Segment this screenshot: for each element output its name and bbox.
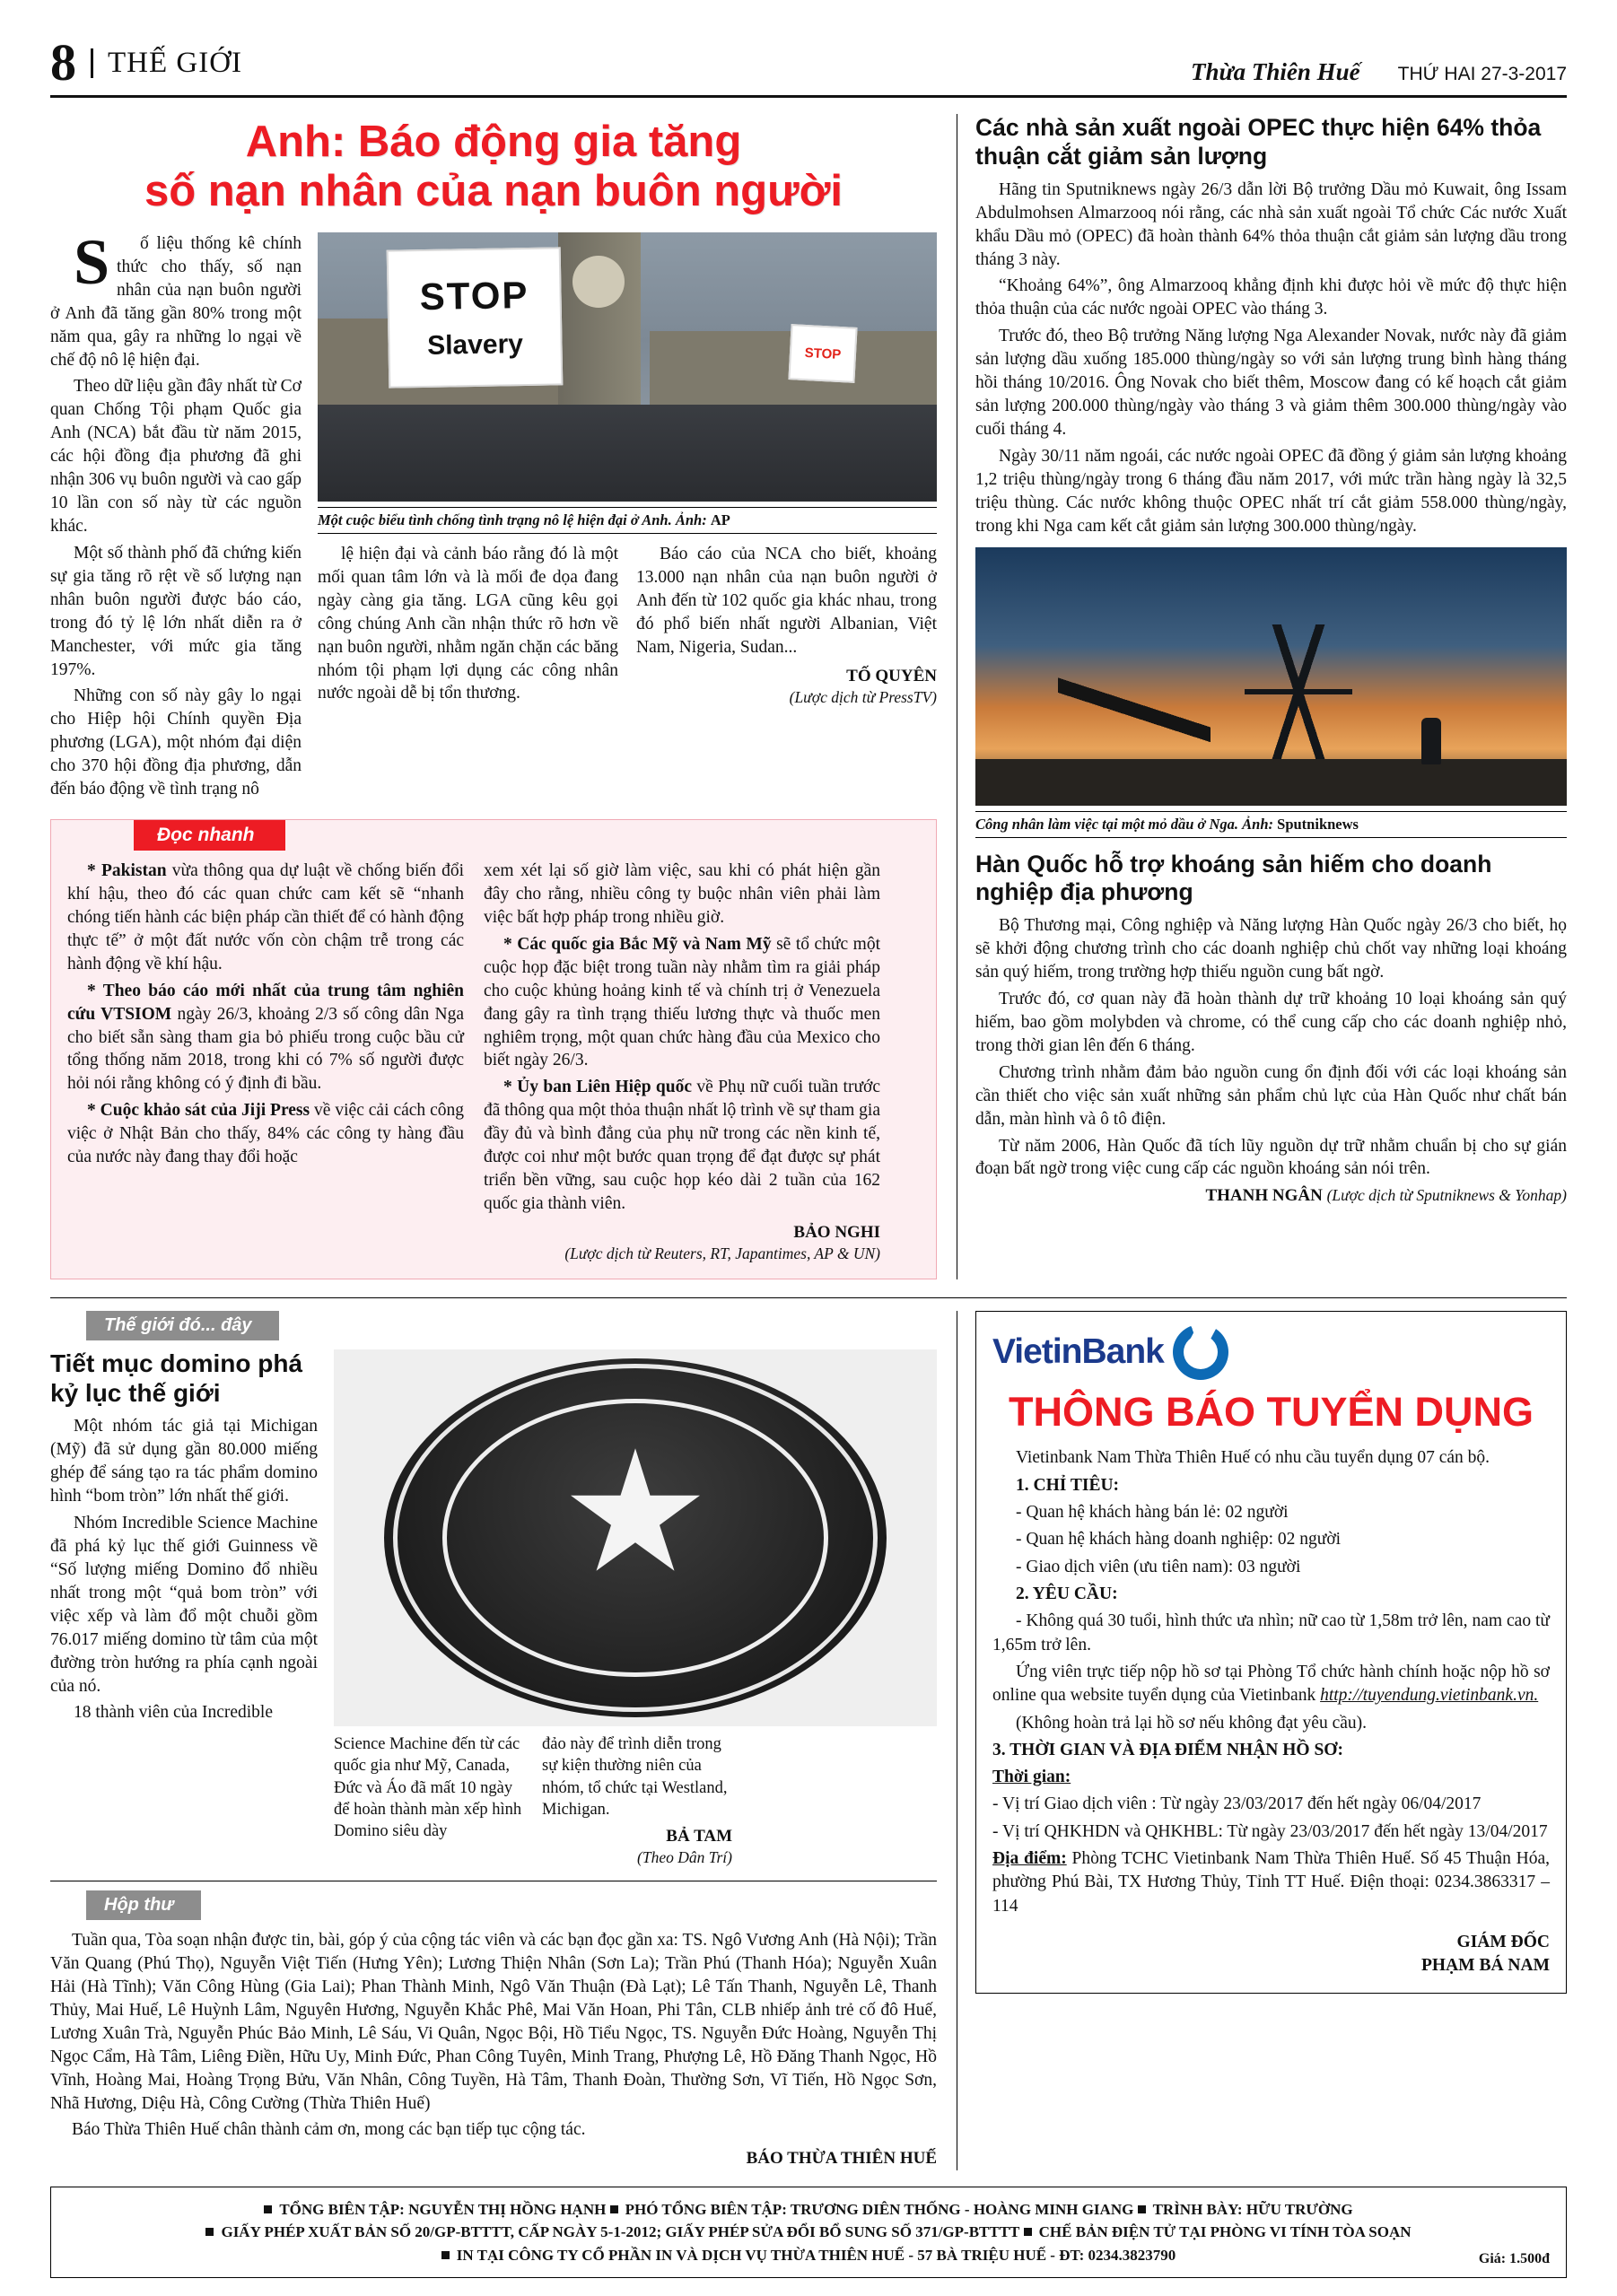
placard-slavery-text: Slavery: [426, 329, 524, 361]
lead-col-1: [50, 225, 302, 805]
recruitment-ad: [975, 1311, 1567, 1993]
item-text: xem xét lại số giờ làm việc, sau khi có phát hiện gần đây cho rằng, nhiều công ty buộc nhân viên phải làm việc bất hợp pháp trong nhiều giờ.: [484, 861, 880, 927]
bullet-square-icon: [610, 2205, 618, 2213]
opec-paragraph: Hãng tin Sputniknews ngày 26/3 dẫn lời Bộ trưởng Dầu mỏ Kuwait, ông Issam Abdulmohsen Almarzooq nói rằng, các nhà sản xuất ngoài Tổ chức Các nước Xuất khẩu Dầu mỏ (OPEC) đã hoàn thành 64% thỏa thuận cắt giảm sản lượng dầu trong tháng 3 này.: [975, 179, 1567, 269]
byline-author: THANH NGÂN: [1205, 1186, 1323, 1206]
korea-paragraph: Trước đó, cơ quan này đã hoàn thành dự trữ khoảng 10 loại khoáng sản quý hiếm, bao gồm molybden và chrome, có thể cung cấp cho các doanh nghiệp nhỏ, trong thời gian lên đến 6 tháng.: [975, 989, 1567, 1055]
byline-author: TỐ QUYÊN: [846, 666, 937, 685]
masthead: [50, 33, 1567, 98]
footer-line-1: [67, 2198, 1550, 2222]
paper-name: Thừa Thiên Huế: [1190, 58, 1360, 86]
footer-printer: IN TẠI CÔNG TY CỔ PHẦN IN VÀ DỊCH VỤ THỪA THIÊN HUẾ - 57 BÀ TRIỆU HUẾ - ĐT: 0234.3823790: [456, 2246, 1176, 2264]
ad-place-label: Địa điểm:: [992, 1849, 1067, 1869]
opec-body: [975, 179, 1567, 538]
korea-byline: [975, 1186, 1567, 1206]
mailbox-closing: Báo Thừa Thiên Huế chân thành cảm ơn, mong các bạn tiếp tục cộng tác.: [72, 2120, 586, 2140]
vietinbank-logo: [992, 1324, 1550, 1380]
main-grid: [50, 114, 1567, 1279]
korea-body: [975, 914, 1567, 1181]
quick-read-item: [484, 933, 880, 1073]
domino-caption-2-text: đảo này để trình diễn trong sự kiện thường niên của nhóm, tổ chức tại Westland, Michigan.: [542, 1735, 728, 1819]
opec-headline: Các nhà sản xuất ngoài OPEC thực hiện 64% thỏa thuận cắt giảm sản lượng: [975, 114, 1542, 170]
footer-layout-label: TRÌNH BÀY:: [1152, 2200, 1243, 2218]
vietinbank-mark-icon: [1173, 1324, 1228, 1380]
lead-headline-line2: số nạn nhân của nạn buôn người: [144, 167, 843, 216]
opec-paragraph: “Khoảng 64%”, ông Almarzooq khẳng định khi được hỏi về mức độ thực hiện thỏa thuận của các nước ngoài OPEC vào tháng 3.: [975, 276, 1567, 319]
world-here-text-column: [50, 1349, 318, 1868]
domino-paragraph: 18 thành viên của Incredible: [74, 1703, 273, 1723]
page-number: 8: [50, 33, 76, 92]
bullet-square-icon: [441, 2251, 450, 2259]
masthead-right: [1191, 58, 1567, 86]
footer-license: GIẤY PHÉP XUẤT BẢN SỐ 20/GP-BTTTT, CẤP NGÀY 5-1-2012; GIẤY PHÉP SỬA ĐỔI BỔ SUNG SỐ 371/GP-BTTTT: [221, 2223, 1020, 2241]
derrick-shape: [1245, 624, 1352, 759]
quick-read-item: [67, 1099, 464, 1169]
ad-section-1-item: - Quan hệ khách hàng doanh nghiệp: 02 người: [1016, 1530, 1342, 1550]
domino-paragraph: Một nhóm tác giả tại Michigan (Mỹ) đã sử dụng gần 80.000 miếng ghép để sáng tạo ra tác phẩm domino hình “bom tròn” lớn nhất thế giới.: [50, 1417, 318, 1506]
item-lead: * Theo báo cáo mới nhất của trung tâm nghiên cứu VTSIOM: [67, 981, 464, 1024]
domino-byline: [542, 1826, 732, 1868]
ad-intro: Vietinbank Nam Thừa Thiên Huế có nhu cầu tuyển dụng 07 cán bộ.: [1016, 1448, 1490, 1468]
left-column: [50, 114, 957, 1279]
world-here-tag: Thế giới đó... đây: [86, 1311, 279, 1340]
ad-place-text: Phòng TCHC Vietinbank Nam Thừa Thiên Huế. Số 45 Thuận Hóa, phường Phú Bài, TX Hương Thủy, Tỉnh TT Huế. Điện thoại: 0234.3863317 – 114: [992, 1849, 1551, 1916]
item-lead: * Ủy ban Liên Hiệp quốc: [503, 1078, 693, 1097]
ad-section-2-body: [992, 1661, 1550, 1708]
issue-date: THỨ HAI 27-3-2017: [1397, 64, 1567, 85]
quick-read-tag: Đọc nhanh: [134, 820, 285, 851]
ad-body: [992, 1446, 1550, 1918]
placard-stop-text: STOP: [419, 273, 529, 318]
ad-section-3-title: 3. THỜI GIAN VÀ ĐỊA ĐIỂM NHẬN HỒ SƠ:: [992, 1740, 1343, 1759]
lead-byline: [636, 665, 937, 709]
ad-title: THÔNG BÁO TUYỂN DỤNG: [1009, 1389, 1534, 1436]
footer-deputy-name: TRƯƠNG DIÊN THỐNG - HOÀNG MINH GIANG: [786, 2200, 1134, 2218]
lead-col-3: [636, 543, 937, 709]
caption-credit: AP: [710, 511, 730, 528]
lead-paragraph: Theo dữ liệu gần đây nhất từ Cơ quan Chống Tội phạm Quốc gia Anh (NCA) bắt đầu từ năm 2015, các hội đồng địa phương đã ghi nhận 306 vụ buôn người và cao gấp 10 lần con số này từ các nguồn khác.: [50, 377, 302, 536]
bullet-square-icon: [264, 2205, 272, 2213]
domino-photo: [334, 1349, 937, 1726]
footer-editor-label: TỔNG BIÊN TẬP:: [279, 2200, 405, 2218]
byline-source: (Lược dịch từ Reuters, RT, Japantimes, AP & UN): [564, 1244, 880, 1263]
domino-headline: Tiết mục domino phá kỷ lục thế giới: [50, 1349, 303, 1407]
ad-section-1-item: - Quan hệ khách hàng bán lẻ: 02 người: [1016, 1503, 1289, 1523]
mailbox-paragraph: Tuần qua, Tòa soạn nhận được tin, bài, góp ý của cộng tác viên và các bạn đọc gần xa: TS. Ngô Vương Anh (Hà Nội); Trần Văn Quang (Phú Thọ), Nguyễn Việt Tiến (Hưng Yên); Lương Thiện Nhân (Sơn La); Trần Phú (Thanh Hóa); Nguyễn Xuân Hải (Hà Tĩnh); Văn Công Hùng (Gia Lai); Phan Thành Minh, Ngô Văn Thuận (Đà Lạt); Lê Tấn Thanh, Nguyễn Lê, Thanh Thủy, Mai Huế, Lê Huỳnh Lâm, Nguyên Hương, Nguyễn Khắc Phê, Mai Văn Hoan, Phi Tân, CLB nhiếp ảnh trẻ cố đô Huế, Lương Xuân Trà, Nguyễn Phúc Bảo Minh, Lê Sáu, Vi Quân, Ngọc Bội, Hồ Tiểu Ngọc, TS. Nguyễn Đức Hoàng, Nguyễn Thị Ngọc Cẩm, Hà Tâm, Liêng Điền, Hữu Uy, Minh Đức, Phan Công Tuyên, Minh Trang, Phượng Lê, Hồ Đăng Thanh Ngọc, Hồ Vĩnh, Hoàng Mai, Hoàng Trọng Bửu, Văn Nhân, Công Tuyền, Hà Tâm, Thanh Đoàn, Thường Sơn, Vĩ Tiến, Hồ Ngọc Sơn, Nhã Hương, Diệu Hà, Công Cường (Thừa Thiên Huế): [50, 1931, 937, 2113]
footer-prepress: CHẾ BẢN ĐIỆN TỬ TẠI PHÒNG VI TÍNH TÒA SOẠN: [1038, 2223, 1412, 2241]
ad-time-label: Thời gian:: [992, 1768, 1071, 1787]
crowd-shape: [318, 405, 937, 502]
footer-deputy-label: PHÓ TỔNG BIÊN TẬP:: [625, 2200, 787, 2218]
worker-silhouette: [1421, 718, 1441, 764]
lead-col-2: [318, 543, 618, 709]
quick-read-col-1: [67, 860, 464, 1264]
mailbox-section: [50, 1881, 937, 2170]
quick-read-item: [484, 860, 880, 930]
byline-author: BẢ TAM: [666, 1826, 732, 1846]
stop-slavery-placard: [387, 247, 564, 388]
mailbox-sign: BÁO THỪA THIÊN HUẾ: [746, 2149, 937, 2169]
footer-line-2: [67, 2221, 1550, 2244]
protest-photo: [318, 232, 937, 502]
ad-sign-name: PHẠM BÁ NAM: [1421, 1956, 1550, 1976]
footer-line-3: [67, 2244, 1550, 2267]
korea-paragraph: Bộ Thương mại, Công nghiệp và Năng lượng Hàn Quốc ngày 26/3 cho biết, họ sẽ khởi động chương trình cho các doanh nghiệp chủ chốt vay những loại khoáng sản quý hiếm, trong trường hợp thiếu nguồn cung bất ngờ.: [975, 916, 1567, 982]
korea-headline: Hàn Quốc hỗ trợ khoáng sản hiếm cho doanh nghiệp địa phương: [975, 850, 1492, 906]
footer-editor-name: NGUYỄN THỊ HỒNG HẠNH: [404, 2200, 607, 2218]
ad-signature: [992, 1931, 1550, 1978]
mailbox-tag: Hộp thư: [86, 1890, 201, 1920]
lower-left-column: [50, 1311, 957, 2169]
item-text: vừa thông qua dự luật về chống biến đổi khí hậu, theo đó các quan chức cam kết sẽ “nhanh chóng tiến hành các biện pháp cần thiết để có hành động thực tế” ở một đất nước vốn còn chậm trễ trong các hành động về khí hậu.: [67, 861, 464, 973]
caption-text: Một cuộc biểu tình chống tình trạng nô lệ hiện đại ở Anh. Ảnh:: [318, 511, 707, 528]
lead-photo-block: [318, 232, 937, 709]
mailbox-body: [50, 1929, 937, 2170]
item-lead: * Cuộc khảo sát của Jiji Press: [87, 1101, 310, 1121]
world-here-columns: [50, 1349, 937, 1868]
footer-price: Giá: 1.500đ: [1478, 2251, 1550, 2267]
ad-section-2-note: (Không hoàn trả lại hồ sơ nếu không đạt yêu cầu).: [1016, 1713, 1367, 1733]
oilfield-photo-caption: [975, 811, 1567, 838]
byline-source: (Theo Dân Trí): [637, 1848, 732, 1867]
lower-section: [50, 1297, 1567, 2169]
lead-photo-caption: [318, 507, 937, 534]
world-here-photo-column: [334, 1349, 937, 1868]
domino-paragraph: Nhóm Incredible Science Machine đã phá kỷ lục thế giới Guinness về “Số lượng miếng Domino đổ nhiều nhất trong một “quả bom tròn” với việc xếp và làm đổ một chuỗi gồm 76.017 miếng domino từ tâm của một đường tròn hướng ra phía cạnh ngoài của nó.: [50, 1514, 318, 1696]
oilfield-photo: [975, 547, 1567, 806]
byline-source: (Lược dịch từ PressTV): [789, 687, 937, 706]
quick-read-col-2: [484, 860, 880, 1264]
item-lead: * Pakistan: [87, 861, 167, 881]
right-column: [957, 114, 1567, 1279]
footer-layout-name: HỮU TRƯỜNG: [1242, 2200, 1353, 2218]
item-text: về việc cải cách công việc ở Nhật Bản cho thấy, 84% các công ty hàng đầu của nước này đang thay đổi hoặc: [67, 1101, 464, 1167]
small-stop-placard: STOP: [788, 324, 857, 383]
lead-paragraph: Số liệu thống kê chính thức cho thấy, số nạn nhân của nạn buôn người ở Anh đã tăng gần 80% trong một năm qua, gây ra những lo ngại về chế độ nô lệ hiện đại.: [50, 225, 302, 370]
korea-paragraph: Chương trình nhằm đảm bảo nguồn cung ổn định đối với các loại khoáng sản cần thiết cho việc sản xuất những sản phẩm chủ lực của Hàn Quốc như chất bán dẫn, màn hình và ô tô điện.: [975, 1062, 1567, 1129]
item-lead: * Các quốc gia Bắc Mỹ và Nam Mỹ: [503, 934, 772, 954]
quick-read-box: [50, 819, 937, 1279]
bullet-square-icon: [1138, 2205, 1146, 2213]
ad-section-1-item: - Giao dịch viên (ưu tiên nam): 03 người: [1016, 1557, 1301, 1576]
section-title: THẾ GIỚI: [91, 48, 242, 78]
domino-caption-2: [542, 1733, 732, 1868]
bullet-square-icon: [205, 2228, 214, 2236]
korea-paragraph: Từ năm 2006, Hàn Quốc đã tích lũy nguồn dự trữ nhằm chuẩn bị cho sự gián đoạn bất ngờ trong việc cung cấp các nguồn khoáng sản nói trên.: [975, 1136, 1567, 1179]
opec-paragraph: Trước đó, theo Bộ trưởng Năng lượng Nga Alexander Novak, nước này đã giảm sản lượng dầu xuống 185.000 thùng/ngày so với sản lượng trung bình hàng tháng hồi tháng 10/2016. Ông Novak cho biết thêm, Moscow đang có kế hoạch cắt giảm sản lượng 200.000 thùng/ngày vào tháng 3 và giảm thêm 300.000 thùng/ngày vào cuối tháng 4.: [975, 327, 1567, 439]
lead-paragraph: Những con số này gây lo ngại cho Hiệp hội Chính quyền Địa phương (LGA), một nhóm đại diện cho 370 hội đồng địa phương, dẫn đến báo động về tình trạng nô: [50, 686, 302, 799]
lead-paragraph: Một số thành phố đã chứng kiến sự gia tăng rõ rệt về số lượng nạn nhân buôn người được báo cáo, trong đó tỷ lệ lớn nhất diễn ra ở Manchester, với mức gia tăng 197%.: [50, 543, 302, 679]
vietinbank-wordmark: VietinBank: [992, 1332, 1164, 1372]
ad-time-item: - Vị trí QHKHDN và QHKHBL: Từ ngày 23/03/2017 đến hết ngày 13/04/2017: [992, 1821, 1548, 1841]
ad-section-2-title: 2. YÊU CẦU:: [1016, 1584, 1118, 1603]
ad-apply-text: Ứng viên trực tiếp nộp hồ sơ tại Phòng Tổ chức hành chính hoặc nộp hồ sơ online qua website tuyển dụng của Vietinbank: [992, 1662, 1550, 1706]
ad-section-1-title: 1. CHỈ TIÊU:: [1016, 1475, 1120, 1495]
item-text: về Phụ nữ cuối tuần trước đã thông qua một thỏa thuận nhất lộ trình về sự tham gia đầy đủ và bình đẳng của phụ nữ trong các nền kinh tế, được coi như một bước quan trọng để đạt được sự phát triển bền vững, sau cuộc họp kéo dài 2 tuần của 162 quốc gia thành viên.: [484, 1078, 880, 1213]
lead-paragraph: Báo cáo của NCA cho biết, khoảng 13.000 nạn nhân của nạn buôn người ở Anh đến từ 102 quốc gia khác nhau, trong đó phổ biến nhất người Albanian, Việt Nam, Nigeria, Sudan...: [636, 544, 937, 657]
ad-apply-url: http://tuyendung.vietinbank.vn.: [1320, 1686, 1539, 1706]
lead-headline-line1: Anh: Báo động gia tăng: [245, 118, 742, 167]
lead-bottom-row: [318, 543, 937, 709]
opec-paragraph: Ngày 30/11 năm ngoái, các nước ngoài OPEC đã đồng ý giảm sản lượng khoảng 1,2 triệu thùng/ngày trong 6 tháng đầu năm 2017, với mức trần hàng ngày là 32,5 triệu thùng. Các nước không thuộc OPEC nhất trí cắt giảm 558.000 thùng/ngày, trong khi Nga cam kết cắt giảm sản lượng 300.000 thùng/ngày.: [975, 446, 1567, 536]
quick-read-byline: [484, 1221, 880, 1265]
caption-text: Công nhân làm việc tại một mỏ dầu ở Nga. Ảnh:: [975, 815, 1274, 833]
quick-read-columns: [67, 860, 920, 1264]
caption-credit: Sputniknews: [1277, 815, 1359, 833]
masthead-left: [50, 33, 243, 92]
lower-right-column: [957, 1311, 1567, 2169]
ad-place: [992, 1847, 1550, 1918]
lead-paragraph: lệ hiện đại và cảnh báo rằng đó là một mối quan tâm lớn và là mối đe dọa đang ngày càng gia tăng. LGA cũng kêu gọi công chúng Anh cần nhận thức rõ hơn về nạn buôn người, nhằm ngăn chặn các băng nhóm tội phạm lợi dụng các công nhân nước ngoài dễ bị tổn thương.: [318, 544, 618, 703]
byline-source: (Lược dịch từ Sputniknews & Yonhap): [1326, 1186, 1567, 1205]
domino-caption-1: Science Machine đến từ các quốc gia như Mỹ, Canada, Đức và Áo đã mất 10 ngày để hoàn thành màn xếp hình Domino siêu dày: [334, 1735, 522, 1840]
quick-read-item: [67, 860, 464, 976]
domino-body: [50, 1415, 318, 1724]
ad-sign-title: GIÁM ĐỐC: [1456, 1933, 1550, 1952]
domino-caption-row: [334, 1733, 937, 1868]
item-text: sẽ tổ chức một cuộc họp đặc biệt trong tuần này nhằm tìm ra giải pháp cho cuộc khủng hoảng kinh tế và chính trị ở Venezuela đang gây ra tình trạng thiếu lương thực và thuốc men nghiêm trọng, một quan chức hàng đầu của Mexico cho biết ngày 26/3.: [484, 934, 880, 1070]
clock-tower-shape: [558, 232, 641, 424]
ad-time-item: - Vị trí Giao dịch viên : Từ ngày 23/03/2017 đến hết ngày 06/04/2017: [992, 1794, 1482, 1814]
quick-read-item: [67, 980, 464, 1096]
quick-read-item: [484, 1076, 880, 1216]
ground-shape: [975, 759, 1567, 806]
lead-headline: [50, 118, 937, 216]
pumpjack-shape: [1058, 668, 1211, 754]
lead-top-row: [50, 225, 937, 805]
byline-author: BẢO NGHI: [793, 1222, 880, 1242]
bullet-square-icon: [1024, 2228, 1032, 2236]
item-text: ngày 26/3, khoảng 2/3 số công dân Nga cho biết sẵn sàng tham gia bỏ phiếu trong cuộc bầu cử tổng thống năm 2018, trong khi có 7% số người được hỏi nói rằng không có ý định đi bầu.: [67, 1004, 464, 1094]
ad-section-2-item: - Không quá 30 tuổi, hình thức ưa nhìn; nữ cao từ 1,58m trở lên, nam cao từ 1,65m trở lên.: [992, 1611, 1550, 1654]
page-footer: [50, 2187, 1567, 2279]
